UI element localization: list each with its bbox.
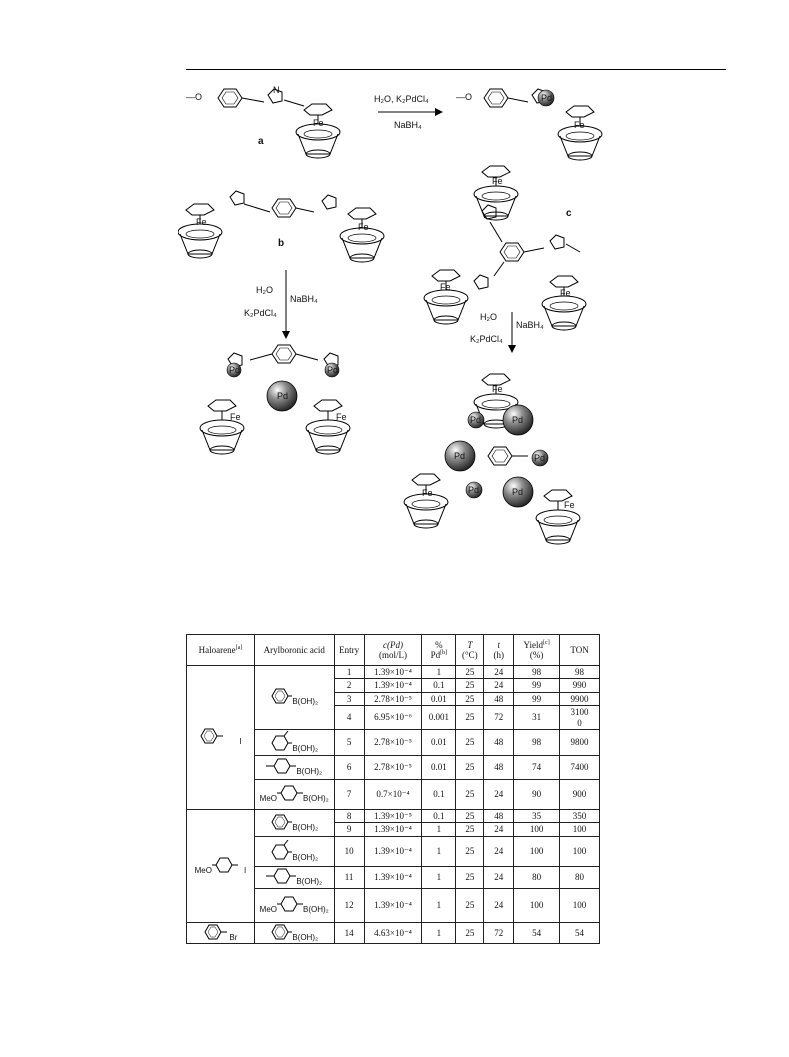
- table-cell: 1.39×10⁻⁵: [364, 810, 422, 823]
- scheme-label: —O: [186, 92, 203, 102]
- scheme-label: K₂PdCl₄: [244, 308, 277, 318]
- table-cell: 99: [514, 679, 560, 692]
- col-time: t (h): [484, 635, 514, 666]
- table-cell: 10: [334, 836, 364, 866]
- table-cell: 25: [456, 730, 484, 756]
- reaction-scheme: [178, 80, 738, 550]
- table-cell: 72: [484, 922, 514, 943]
- table-cell: 25: [456, 823, 484, 836]
- table-cell: 1: [422, 836, 456, 866]
- tolyl-icon: [270, 840, 292, 860]
- col-temp: T (°C): [456, 635, 484, 666]
- table-cell: 24: [484, 780, 514, 810]
- anisole-icon: [212, 857, 244, 873]
- table-cell: 24: [484, 666, 514, 679]
- table-cell: 25: [456, 780, 484, 810]
- product-c-pd: [404, 374, 580, 544]
- benzene-icon: [203, 924, 229, 940]
- table-cell: 5: [334, 730, 364, 756]
- table-cell: 25: [456, 756, 484, 780]
- scheme-label: H₂O: [480, 312, 497, 322]
- table-cell: 48: [484, 756, 514, 780]
- table-cell: 1: [422, 888, 456, 922]
- boronic-o-tolyl: B(OH)₂: [254, 836, 334, 866]
- scheme-label: N: [273, 85, 280, 95]
- scheme-label: Pd: [541, 93, 553, 103]
- haloarene-iodoanisole: MeO I: [187, 810, 255, 923]
- product-b-pd: [200, 345, 350, 454]
- table-cell: 1.39×10⁻⁴: [364, 888, 422, 922]
- benzene-icon: [199, 728, 239, 744]
- table-cell: 990: [560, 679, 600, 692]
- table-cell: 48: [484, 692, 514, 705]
- boronic-p-tolyl: B(OH)₂: [254, 756, 334, 780]
- table-cell: 100: [560, 823, 600, 836]
- scheme-label: Pd: [512, 487, 524, 497]
- scheme-label: H₂O, K₂PdCl₄: [374, 94, 429, 104]
- scheme-label: Fe: [492, 384, 503, 394]
- table-cell: 9800: [560, 730, 600, 756]
- table-cell: 0.1: [422, 780, 456, 810]
- scheme-label: Fe: [564, 500, 575, 510]
- table-cell: 0.1: [422, 679, 456, 692]
- scheme-label: Pd: [470, 415, 482, 425]
- boronic-p-tolyl: B(OH)₂: [254, 866, 334, 888]
- table-cell: 6.95×10⁻⁶: [364, 706, 422, 730]
- scheme-label: Fe: [196, 217, 207, 227]
- scheme-label: Fe: [358, 222, 369, 232]
- scheme-label: Fe: [313, 118, 324, 128]
- table-cell: 1.39×10⁻⁴: [364, 866, 422, 888]
- scheme-label: Fe: [230, 412, 241, 422]
- table-cell: 24: [484, 836, 514, 866]
- table-cell: 3: [334, 692, 364, 705]
- table-cell: 1.39×10⁻⁴: [364, 823, 422, 836]
- scheme-label: Fe: [560, 288, 571, 298]
- table-cell: 54: [560, 922, 600, 943]
- label-b: b: [278, 238, 285, 249]
- scheme-label: Fe: [422, 488, 433, 498]
- col-ton: TON: [560, 635, 600, 666]
- results-table: [186, 634, 600, 944]
- table-cell: 24: [484, 823, 514, 836]
- table-cell: 0.01: [422, 692, 456, 705]
- scheme-label: Pd: [327, 365, 339, 375]
- table-cell: 0.01: [422, 756, 456, 780]
- table-cell: 24: [484, 888, 514, 922]
- table-cell: 4: [334, 706, 364, 730]
- table-cell: 7400: [560, 756, 600, 780]
- table-cell: 99: [514, 692, 560, 705]
- table-cell: 100: [514, 888, 560, 922]
- anisyl-icon: [277, 785, 303, 801]
- table-row: [187, 666, 600, 679]
- table-cell: 25: [456, 866, 484, 888]
- table-cell: 1.39×10⁻⁴: [364, 666, 422, 679]
- haloarene-iodobenzene: I: [187, 666, 255, 810]
- scheme-label: Pd: [534, 453, 546, 463]
- table-cell: 0.001: [422, 706, 456, 730]
- scheme-label: Fe: [574, 120, 585, 130]
- table-cell: 2: [334, 679, 364, 692]
- col-pd: % Pd[b]: [422, 635, 456, 666]
- table-cell: 1: [334, 666, 364, 679]
- table-cell: 80: [560, 866, 600, 888]
- table-cell: 80: [514, 866, 560, 888]
- table-cell: 48: [484, 730, 514, 756]
- table-cell: 1.39×10⁻⁴: [364, 679, 422, 692]
- table-cell: 1: [422, 666, 456, 679]
- table-cell: 350: [560, 810, 600, 823]
- haloarene-bromobenzene: Br: [187, 922, 255, 943]
- compound-b: [178, 191, 384, 262]
- table-cell: 25: [456, 706, 484, 730]
- table-cell: 7: [334, 780, 364, 810]
- col-yield: Yield[c] (%): [514, 635, 560, 666]
- table-cell: 100: [560, 836, 600, 866]
- table-cell: 0.1: [422, 810, 456, 823]
- benzene-icon: [270, 814, 292, 830]
- table-cell: 100: [514, 836, 560, 866]
- boronic-phenyl: B(OH)₂: [254, 810, 334, 837]
- table-cell: 900: [560, 780, 600, 810]
- table-cell: 98: [560, 666, 600, 679]
- table-cell: 54: [514, 922, 560, 943]
- table-cell: 11: [334, 866, 364, 888]
- table-cell: 24: [484, 866, 514, 888]
- table-cell: 25: [456, 922, 484, 943]
- table-cell: 4.63×10⁻⁴: [364, 922, 422, 943]
- table-cell: 74: [514, 756, 560, 780]
- header-rule: [186, 69, 726, 70]
- table-cell: 6: [334, 756, 364, 780]
- col-cpd: c(Pd) (mol/L): [364, 635, 422, 666]
- table-header-row: [187, 635, 600, 666]
- compound-a: [186, 85, 340, 158]
- label-a: a: [258, 136, 264, 147]
- scheme-label: Pd: [512, 415, 524, 425]
- scheme-label: H₂O: [256, 285, 273, 295]
- scheme-label: Pd: [454, 451, 466, 461]
- compound-c: [424, 166, 586, 330]
- table-row: [187, 810, 600, 823]
- boronic-p-methoxyphenyl: MeO B(OH)₂: [254, 888, 334, 922]
- col-arylboronic: Arylboronic acid: [254, 635, 334, 666]
- boronic-phenyl: B(OH)₂: [254, 666, 334, 730]
- benzene-icon: [270, 924, 292, 940]
- table-cell: 1: [422, 866, 456, 888]
- table-cell: 0.7×10⁻⁴: [364, 780, 422, 810]
- table-cell: 98: [514, 730, 560, 756]
- table-cell: 25: [456, 666, 484, 679]
- scheme-label: Pd: [277, 391, 289, 401]
- table-cell: 31: [514, 706, 560, 730]
- table-cell: 1: [422, 922, 456, 943]
- table-cell: 14: [334, 922, 364, 943]
- scheme-label: NaBH₄: [516, 320, 544, 330]
- table-cell: 24: [484, 679, 514, 692]
- scheme-label: Fe: [336, 412, 347, 422]
- table-cell: 1: [422, 823, 456, 836]
- table-cell: 9900: [560, 692, 600, 705]
- table-cell: 72: [484, 706, 514, 730]
- scheme-label: Fe: [440, 282, 451, 292]
- scheme-label: NaBH₄: [394, 120, 422, 130]
- product-a-pd: [456, 89, 602, 160]
- table-cell: 48: [484, 810, 514, 823]
- p-tolyl-icon: [266, 868, 296, 884]
- col-haloarene: Haloarene[a]: [187, 635, 255, 666]
- table-cell: 12: [334, 888, 364, 922]
- table-cell: 1.39×10⁻⁴: [364, 836, 422, 866]
- scheme-label: —O: [456, 92, 473, 102]
- table-cell: 0.01: [422, 730, 456, 756]
- table-cell: 25: [456, 836, 484, 866]
- boronic-o-tolyl: B(OH)₂: [254, 730, 334, 756]
- scheme-label: Pd: [468, 485, 480, 495]
- col-entry: Entry: [334, 635, 364, 666]
- table-cell: 100: [514, 823, 560, 836]
- scheme-label: Fe: [492, 176, 503, 186]
- table-row: [187, 922, 600, 943]
- table-cell: 25: [456, 679, 484, 692]
- table-cell: 8: [334, 810, 364, 823]
- table-cell: 98: [514, 666, 560, 679]
- table-cell: 9: [334, 823, 364, 836]
- table-cell: 25: [456, 888, 484, 922]
- tolyl-icon: [270, 731, 292, 751]
- anisyl-icon: [277, 896, 303, 912]
- table-cell: 25: [456, 810, 484, 823]
- scheme-label: K₂PdCl₄: [470, 334, 503, 344]
- table-cell: 2.78×10⁻⁵: [364, 692, 422, 705]
- label-c: c: [566, 208, 572, 219]
- table-cell: 100: [560, 888, 600, 922]
- table-cell: 2.78×10⁻⁵: [364, 730, 422, 756]
- benzene-icon: [270, 688, 292, 704]
- boronic-p-methoxyphenyl: MeO B(OH)₂: [254, 780, 334, 810]
- table-cell: 35: [514, 810, 560, 823]
- table-cell: 2.78×10⁻⁵: [364, 756, 422, 780]
- table-cell: 3100 0: [560, 706, 600, 730]
- scheme-label: Pd: [229, 365, 241, 375]
- scheme-label: NaBH₄: [290, 294, 318, 304]
- p-tolyl-icon: [266, 758, 296, 774]
- table-cell: 90: [514, 780, 560, 810]
- boronic-phenyl: B(OH)₂: [254, 922, 334, 943]
- table-cell: 25: [456, 692, 484, 705]
